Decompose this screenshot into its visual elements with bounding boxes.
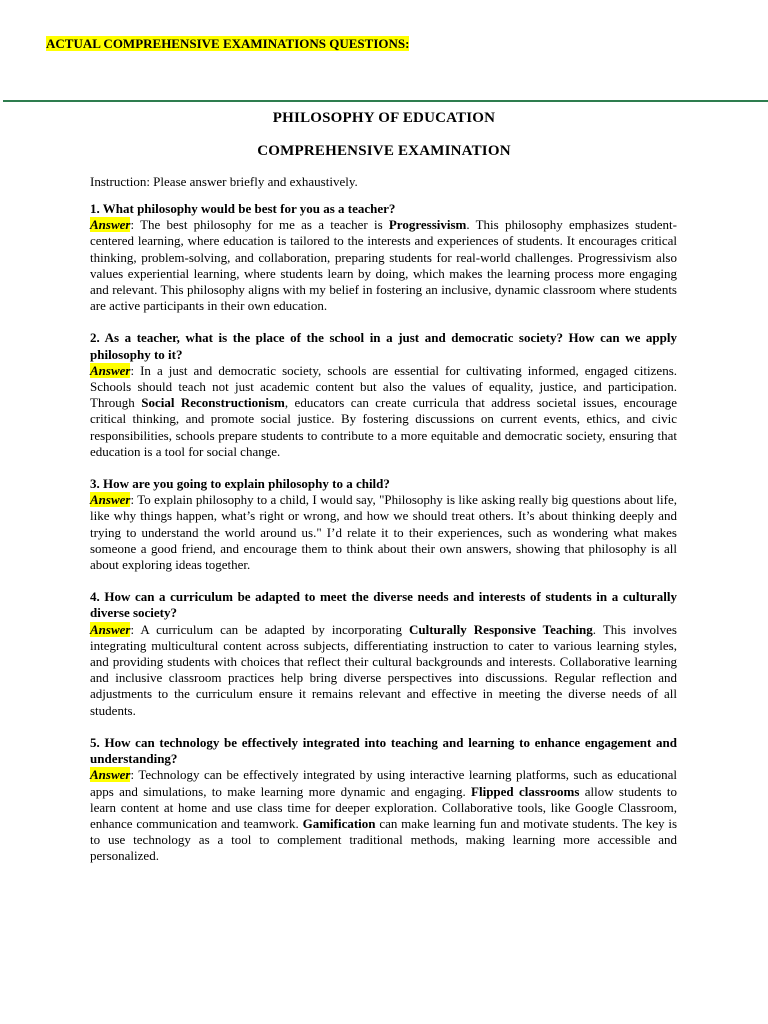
document-title: PHILOSOPHY OF EDUCATION <box>272 110 496 126</box>
answer-fragment: : To explain philosophy to a child, I would say, "Philosophy is like asking really big questions about life, like why things happen, what’s right or wrong, and how we should treat others. It’s about thinking deeply and trying to understand the world around us." I’d relate it to their experiences, such as wondering what makes someone a good friend, and encourage them to think about their own answers, showing that philosophy is all about exploring ideas together. <box>90 492 677 573</box>
answer-key-term: Social Reconstructionism <box>141 395 285 411</box>
qa-block-4 <box>90 589 677 719</box>
exam-heading-text: ACTUAL COMPREHENSIVE EXAMINATIONS QUESTIONS: <box>46 36 410 51</box>
answer-text <box>90 622 677 719</box>
answer-fragment: . This involves integrating multicultural content across subjects, differentiating instruction to cater to various learning styles, and providing students with choices that reflect their cultural backgrounds and interests. Collaborative learning and inclusive classroom practices help bring diverse perspectives into discussions. Regular reflection and adjustments to the curriculum ensure it remains relevant and effective in meeting the diverse needs of all students. <box>90 621 677 718</box>
answer-fragment: : In a just and democratic society, schools are essential for cultivating informed, engaged citizens. Schools should teach not just academic content but also the values of equality, justice, and participation. Through <box>90 362 677 411</box>
qa-block-5 <box>90 735 677 865</box>
answer-key-term: Gamification <box>302 815 376 831</box>
answer-label: Answer <box>90 621 131 637</box>
document-subtitle: COMPREHENSIVE EXAMINATION <box>257 143 511 159</box>
question-text: 4. How can a curriculum be adapted to meet the diverse needs and interests of students in a culturally diverse society? <box>90 589 677 621</box>
green-divider <box>3 100 768 102</box>
answer-label: Answer <box>90 362 131 378</box>
answer-text <box>90 492 677 573</box>
qa-block-2 <box>90 330 677 460</box>
answer-label: Answer <box>90 767 131 783</box>
question-text: 3. How are you going to explain philosophy to a child? <box>90 476 390 492</box>
answer-key-term: Culturally Responsive Teaching <box>408 621 593 637</box>
answer-fragment: allow students to learn content at home and use class time for deeper exploration. Collaborative tools, like Google Classroom, enhance communication and teamwork. <box>90 783 677 831</box>
instruction-text: Instruction: Please answer briefly and exhaustively. <box>90 174 358 189</box>
answer-text <box>90 767 677 864</box>
answer-label: Answer <box>90 217 131 233</box>
answer-label: Answer <box>90 492 131 508</box>
question-text: 1. What philosophy would be best for you as a teacher? <box>90 201 396 216</box>
answer-fragment: : The best philosophy for me as a teacher is <box>130 217 389 233</box>
question-list <box>90 201 677 881</box>
answer-fragment: : Technology can be effectively integrated by using interactive learning platforms, such as educational apps and simulations, to make learning more dynamic and engaging. <box>90 767 677 799</box>
answer-key-term: Progressivism <box>388 217 467 233</box>
answer-fragment: , educators can create curricula that address societal issues, encourage critical thinking, and promote social justice. By fostering discussions on current events, ethics, and civic responsibilities, schools prepare students to contribute to a more equitable and democratic society, ensuring that education is a tool for social change. <box>90 395 678 459</box>
qa-block-1 <box>90 201 677 314</box>
answer-key-term: Flipped classrooms <box>471 783 580 799</box>
answer-text <box>90 363 677 460</box>
qa-block-3 <box>90 476 677 573</box>
exam-heading <box>46 36 409 52</box>
answer-fragment: . This philosophy emphasizes student-centered learning, where education is tailored to the interests and experiences of students. It encourages critical thinking, problem-solving, and collaboration, preparing students for real-world challenges. Progressivism also values experiential learning, where students learn by doing, which makes the learning process more engaging and relevant. This philosophy aligns with my belief in fostering an inclusive, dynamic classroom where students are active participants in their own education. <box>90 217 677 314</box>
answer-text <box>90 217 677 314</box>
answer-fragment: : A curriculum can be adapted by incorporating <box>130 621 409 637</box>
answer-fragment: can make learning fun and motivate students. The key is to use technology as a tool to complement traditional methods, making learning more accessible and personalized. <box>90 815 678 864</box>
question-text: 5. How can technology be effectively integrated into teaching and learning to enhance engagement and understanding? <box>90 734 677 767</box>
question-text: 2. As a teacher, what is the place of the school in a just and democratic society? How can we apply philosophy to it? <box>90 330 677 362</box>
